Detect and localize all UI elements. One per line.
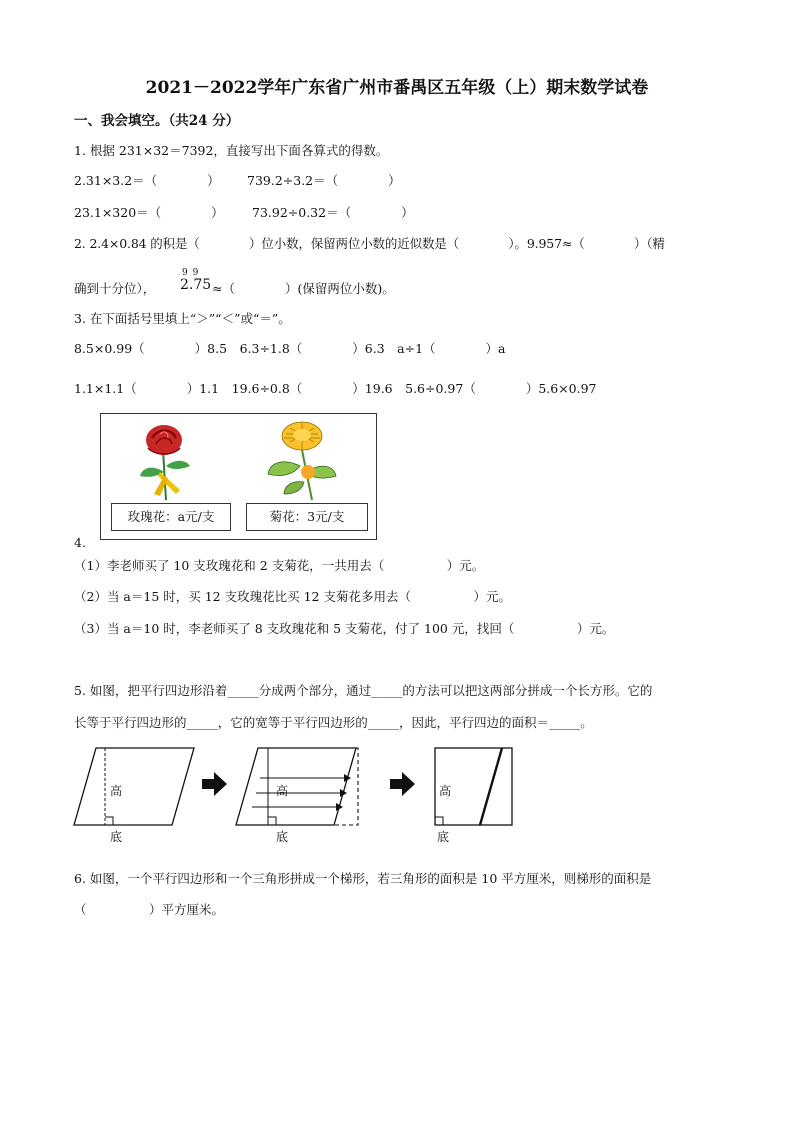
q2-repeating-decimal: 2.75 [180, 277, 212, 293]
q3-row-2: 1.1×1.1（ ）1.1 19.6÷0.8（ ）19.6 5.6÷0.97（ ）5.6×0.97 [74, 381, 597, 396]
q4-part-3: （3）当 a＝10 时，李老师买了 8 支玫瑰花和 5 支菊花，付了 100 元，找回（ ）元。 [74, 621, 615, 636]
q1-item-1: 2.31×3.2＝（ ） [74, 173, 220, 188]
q1-item-2: 739.2÷3.2＝（ ） [247, 173, 401, 188]
right-angle-mark-3 [435, 817, 443, 825]
q2-line-1: 2. 2.4×0.84 的积是（ ）位小数，保留两位小数的近似数是（ ）。9.957≈（ ）（精 [74, 236, 665, 251]
chrysanthemum-illustration [262, 418, 342, 502]
q6-line-2: （ ）平方厘米。 [74, 902, 225, 917]
seam-line [480, 748, 502, 825]
height-label: 高 [110, 784, 123, 798]
parallelogram-shape [74, 748, 194, 825]
q4-number: 4. [74, 535, 86, 550]
parallelogram-cut-shape [236, 748, 356, 825]
q5-line-2: 长等于平行四边形的_____，它的宽等于平行四边形的_____，因此，平行四边的面积＝_____。 [74, 715, 593, 730]
page-title: 2021－2022学年广东省广州市番禺区五年级（上）期末数学试卷 [145, 78, 649, 98]
q5-line-1: 5. 如图，把平行四边形沿着_____分成两个部分，通过_____的方法可以把这两部分拼成一个长方形。它的 [74, 683, 653, 698]
q4-part-1: （1）李老师买了 10 支玫瑰花和 2 支菊花，一共用去（ ）元。 [74, 558, 485, 573]
q2-line-2-start: 确到十分位）， [74, 281, 156, 296]
q1-stem: 1. 根据 231×32＝7392，直接写出下面各算式的得数。 [74, 143, 389, 158]
section-heading-fill-in: 一、我会填空。（共24 分） [74, 113, 240, 129]
chrysanthemum-price-label: 菊花：3元/支 [246, 503, 368, 531]
parallelogram-to-rectangle-diagram [70, 745, 530, 850]
base-label: 底 [110, 830, 123, 844]
q3-row-1: 8.5×0.99（ ）8.5 6.3÷1.8（ ）6.3 a÷1（ ）a [74, 341, 506, 356]
q2-repeating-dots: 9 9 [182, 268, 200, 278]
base-label-2: 底 [276, 830, 289, 844]
q1-item-4: 73.92÷0.32＝（ ） [252, 205, 414, 220]
arrow-right-icon-2 [390, 772, 415, 796]
arrow-right-icon [202, 772, 227, 796]
q4-part-2: （2）当 a＝15 时，买 12 支玫瑰花比买 12 支菊花多用去（ ）元。 [74, 589, 511, 604]
height-label-2: 高 [276, 784, 289, 798]
q6-line-1: 6. 如图，一个平行四边形和一个三角形拼成一个梯形，若三角形的面积是 10 平方厘米，则梯形的面积是 [74, 871, 652, 886]
base-label-3: 底 [437, 830, 450, 844]
q1-item-3: 23.1×320＝（ ） [74, 205, 224, 220]
right-angle-mark [105, 817, 113, 825]
rose-illustration [130, 420, 210, 504]
rose-price-label: 玫瑰花：a元/支 [111, 503, 231, 531]
height-label-3: 高 [439, 784, 452, 798]
q2-line-2-end: ≈（ ）(保留两位小数)。 [212, 281, 395, 296]
q3-stem: 3. 在下面括号里填上“＞”“＜”或“＝”。 [74, 311, 291, 326]
right-angle-mark-2 [268, 817, 276, 825]
